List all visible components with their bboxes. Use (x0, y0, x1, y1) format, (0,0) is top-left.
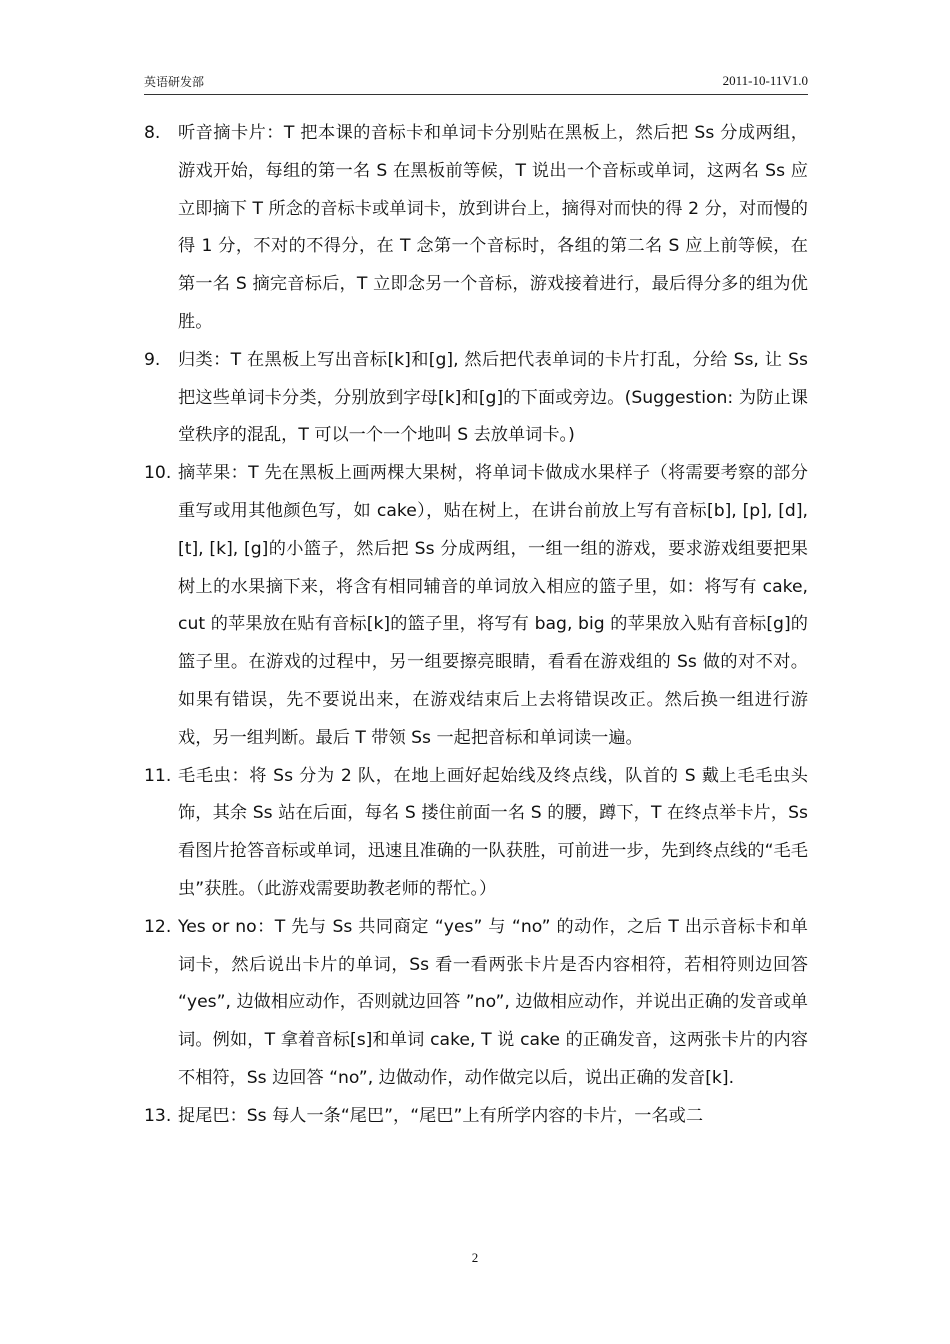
item-number: 13. (144, 1105, 172, 1126)
list-item (144, 342, 808, 455)
list-item (144, 909, 808, 1098)
list-item (144, 455, 808, 757)
list-item (144, 1098, 808, 1136)
item-text: 捉尾巴：Ss 每人一条“尾巴”，“尾巴”上有所学内容的卡片，一名或二 (178, 1105, 704, 1126)
page-header (144, 70, 808, 95)
item-text: 听音摘卡片：T 把本课的音标卡和单词卡分别贴在黑板上，然后把 Ss 分成两组，游戏开始，每组的第一名 S 在黑板前等候，T 说出一个音标或单词，这两名 Ss 应立即摘下 T 所念的音标卡或单词卡，放到讲台上，摘得对而快的得 2 分，对而慢的得 1 分，不对的不得分，在 T 念第一个音标时，各组的第二名 S 应上前等候，在第一名 S 摘完音标后，T 立即念另一个音标，游戏接着进行，最后得分多的组为优胜。 (178, 123, 808, 332)
item-number: 9. (144, 349, 161, 370)
page-number: 2 (471, 1250, 479, 1265)
department-name: 英语研发部 (144, 75, 205, 89)
item-number: 10. (144, 463, 172, 484)
item-number: 11. (144, 765, 172, 786)
item-text: 摘苹果：T 先在黑板上画两棵大果树，将单词卡做成水果样子（将需要考察的部分重写或用其他颜色写，如 cake），贴在树上，在讲台前放上写有音标[b], [p], [d], [t], [k], [g]的小篮子，然后把 Ss 分成两组，一组一组的游戏，要求游戏组要把果树上的水果摘下来，将含有相同辅音的单词放入相应的篮子里，如：将写有 cake, cut 的苹果放在贴有音标[k]的篮子里，将写有 bag, big 的苹果放入贴有音标[g]的篮子里。在游戏的过程中，另一组要擦亮眼睛，看看在游戏组的 Ss 做的对不对。如果有错误，先不要说出来，在游戏结束后上去将错误改正。然后换一组进行游戏，另一组判断。最后 T 带领 Ss 一起把音标和单词读一遍。 (178, 463, 808, 748)
document-version-date: 2011-10-11V1.0 (722, 73, 808, 88)
list-item (144, 758, 808, 909)
item-text: Yes or no：T 先与 Ss 共同商定 “yes” 与 “no” 的动作，之后 T 出示音标卡和单词卡，然后说出卡片的单词，Ss 看一看两张卡片是否内容相符，若相符则边回答 “yes”, 边做相应动作，否则就边回答 ”no”, 边做相应动作，并说出正确的发音或单词。例如，T 拿着音标[s]和单词 cake, T 说 cake 的正确发音，这两张卡片的内容不相符，Ss 边回答 “no”, 边做动作，动作做完以后，说出正确的发音[k]. (178, 916, 808, 1088)
item-text: 毛毛虫：将 Ss 分为 2 队，在地上画好起始线及终点线，队首的 S 戴上毛毛虫头饰，其余 Ss 站在后面，每名 S 搂住前面一名 S 的腰，蹲下，T 在终点举卡片，Ss 看图片抢答音标或单词，迅速且准确的一队获胜，可前进一步，先到终点线的“毛毛虫”获胜。（此游戏需要助教老师的帮忙。） (178, 765, 808, 899)
item-text: 归类：T 在黑板上写出音标[k]和[g], 然后把代表单词的卡片打乱，分给 Ss, 让 Ss 把这些单词卡分类，分别放到字母[k]和[g]的下面或旁边。(Suggestion: 为防止课堂秩序的混乱，T 可以一个一个地叫 S 去放单词卡。) (178, 349, 808, 446)
document-body (144, 115, 808, 1136)
list-item (144, 115, 808, 342)
item-number: 12. (144, 916, 172, 937)
item-number: 8. (144, 123, 161, 143)
